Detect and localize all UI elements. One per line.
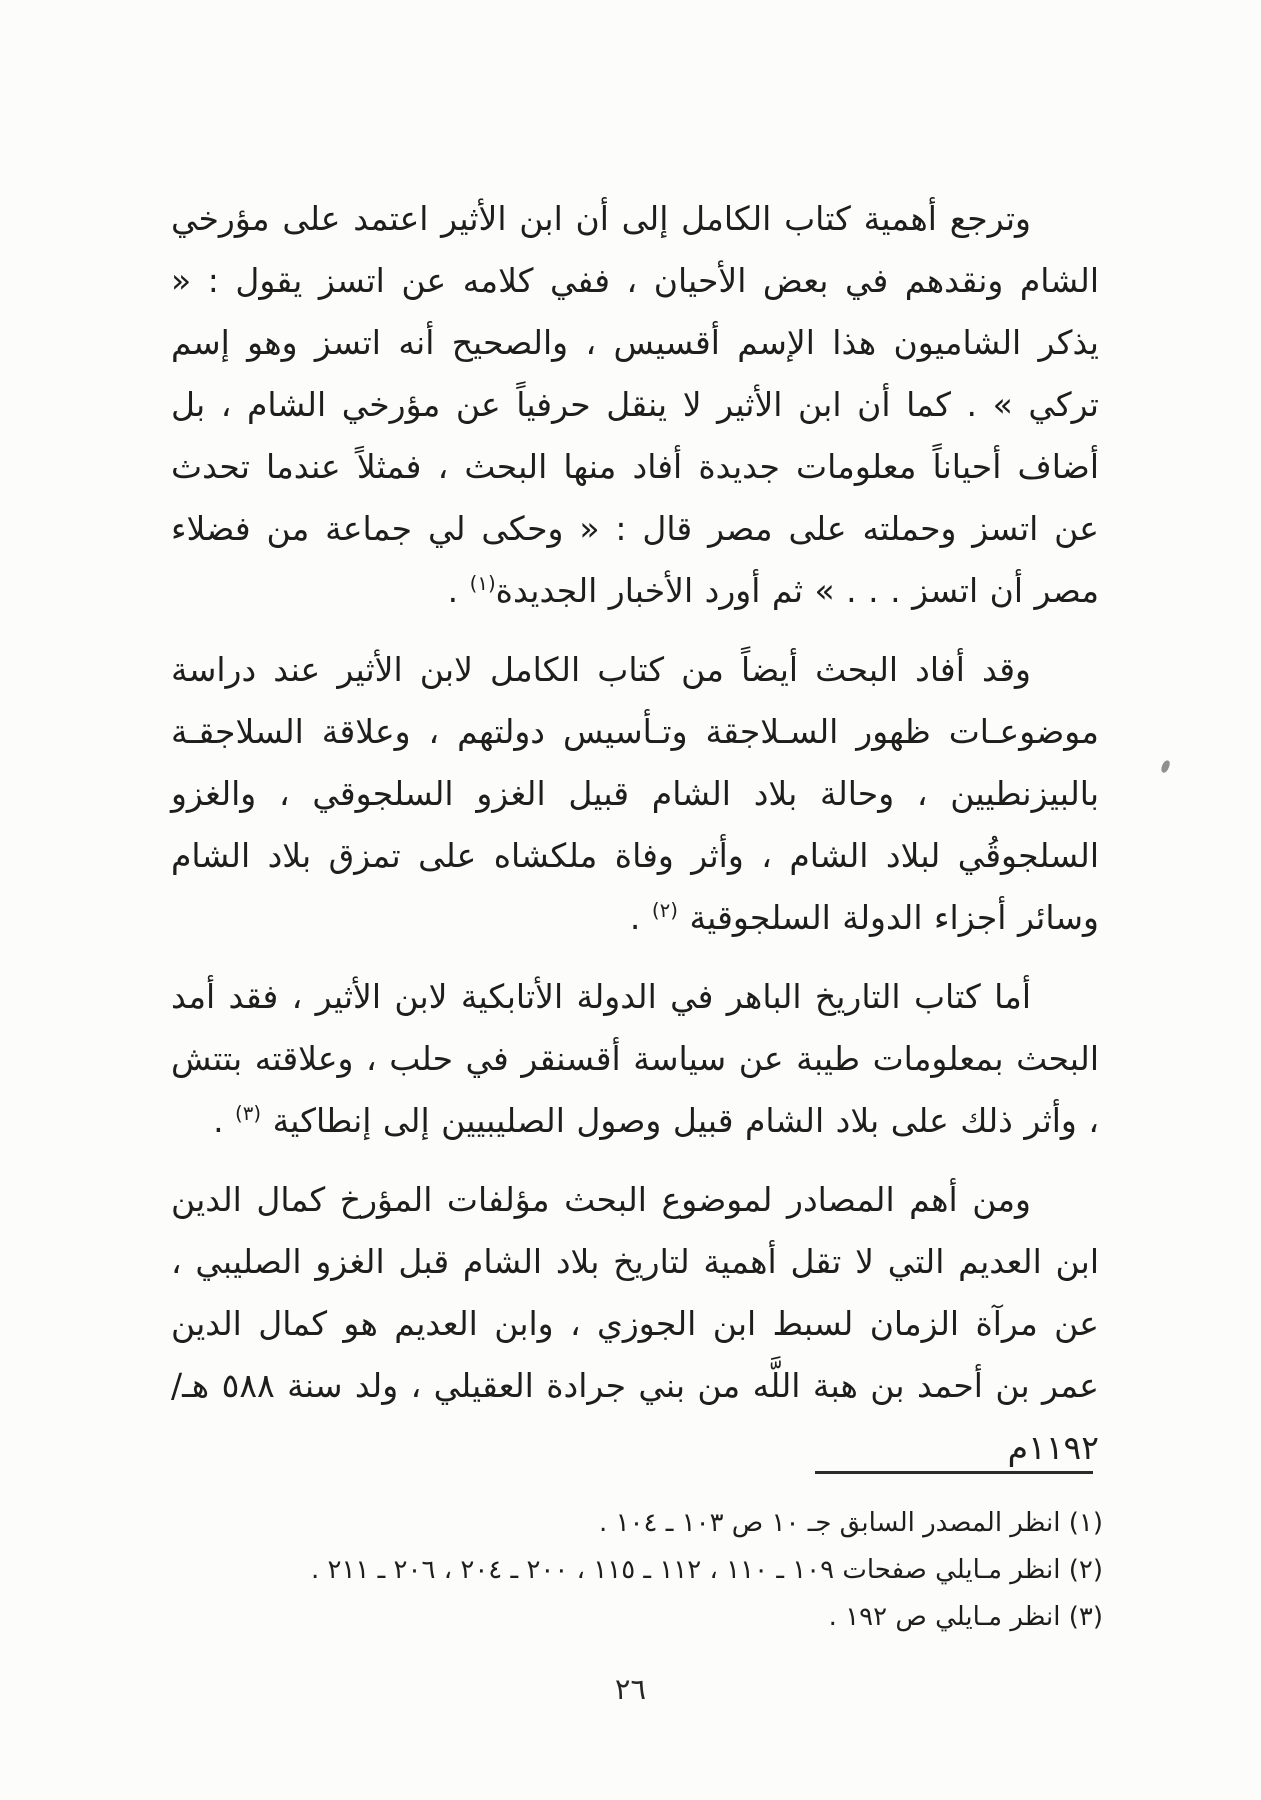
paragraph-2-tail: . xyxy=(629,898,652,937)
paragraph-1 xyxy=(171,188,1099,622)
footnote-ref-2: (٢) xyxy=(651,899,678,922)
footnote-2-marker: (٢) xyxy=(1068,1555,1103,1585)
scan-artifact-speck xyxy=(1160,759,1171,774)
footnote-2-text: انظر مـايلي صفحات ١٠٩ ـ ١١٠ ، ١١٢ ـ ١١٥ ، ٢٠٠ ـ ٢٠٤ ، ٢٠٦ ـ ٢١١ . xyxy=(310,1555,1061,1585)
footnote-2 xyxy=(158,1547,1103,1594)
footnote-ref-3: (٣) xyxy=(235,1102,262,1125)
page-number: ٢٦ xyxy=(614,1672,647,1706)
paragraph-3 xyxy=(171,966,1099,1152)
paragraph-1-tail: . xyxy=(447,571,470,610)
footnote-ref-1: (١) xyxy=(469,572,496,595)
paragraph-1-text: وترجع أهمية كتاب الكامل إلى أن ابن الأثير اعتمد على مؤرخي الشام ونقدهم في بعض الأحيان ، ففي كلامه عن اتسز يقول : « يذكر الشاميون هذا الإسم أقسيس ، والصحيح أنه اتسز وهو إسم تركي » . كما أن ابن الأثير لا ينقل حرفياً عن مؤرخي الشام ، بل أضاف أحياناً معلومات جديدة أفاد منها البحث ، فمثلاً عندما تحدث عن اتسز وحملته على مصر قال : « وحكى لي جماعة من فضلاء مصر أن اتسز . . . » ثم أورد الأخبار الجديدة xyxy=(171,199,1099,610)
paragraph-2-text: وقد أفاد البحث أيضاً من كتاب الكامل لابن الأثير عند دراسة موضوعـات ظهور السـلاجقة وتـأسيس دولتهم ، وعلاقة السلاجقـة بالبيزنطيين ، وحالة بلاد الشام قبيل الغزو السلجوقي ، والغزو السلجوقُي لبلاد الشام ، وأثر وفاة ملكشاه على تمزق بلاد الشام وسائر أجزاء الدولة السلجوقية xyxy=(171,650,1099,937)
footnote-separator xyxy=(815,1471,1093,1474)
footnote-3 xyxy=(158,1594,1103,1641)
paragraph-4-text: ومن أهم المصادر لموضوع البحث مؤلفات المؤرخ كمال الدين ابن العديم التي لا تقل أهمية لتاريخ بلاد الشام قبل الغزو الصليبي ، عن مرآة الزمان لسبط ابن الجوزي ، وابن العديم هو كمال الدين عمر بن أحمد بن هبة اللَّه من بني جرادة العقيلي ، ولد سنة ٥٨٨ هـ/١١٩٢م xyxy=(171,1180,1099,1467)
footnotes-block xyxy=(158,1500,1103,1641)
footnote-1-text: انظر المصدر السابق جـ ١٠ ص ١٠٣ ـ ١٠٤ . xyxy=(599,1508,1061,1538)
footnote-1-marker: (١) xyxy=(1068,1508,1103,1538)
paragraph-4 xyxy=(171,1169,1099,1479)
paragraph-3-tail: . xyxy=(213,1101,236,1140)
main-text-block xyxy=(171,188,1099,1496)
paragraph-3-text: أما كتاب التاريخ الباهر في الدولة الأتابكية لابن الأثير ، فقد أمد البحث بمعلومات طيبة عن سياسة أقسنقر في حلب ، وعلاقته بتتش ، وأثر ذلك على بلاد الشام قبيل وصول الصليبيين إلى إنطاكية xyxy=(171,977,1099,1140)
footnote-3-text: انظر مـايلي ص ١٩٢ . xyxy=(828,1602,1061,1632)
footnote-3-marker: (٣) xyxy=(1068,1602,1103,1632)
paragraph-2 xyxy=(171,639,1099,949)
footnote-1 xyxy=(158,1500,1103,1547)
